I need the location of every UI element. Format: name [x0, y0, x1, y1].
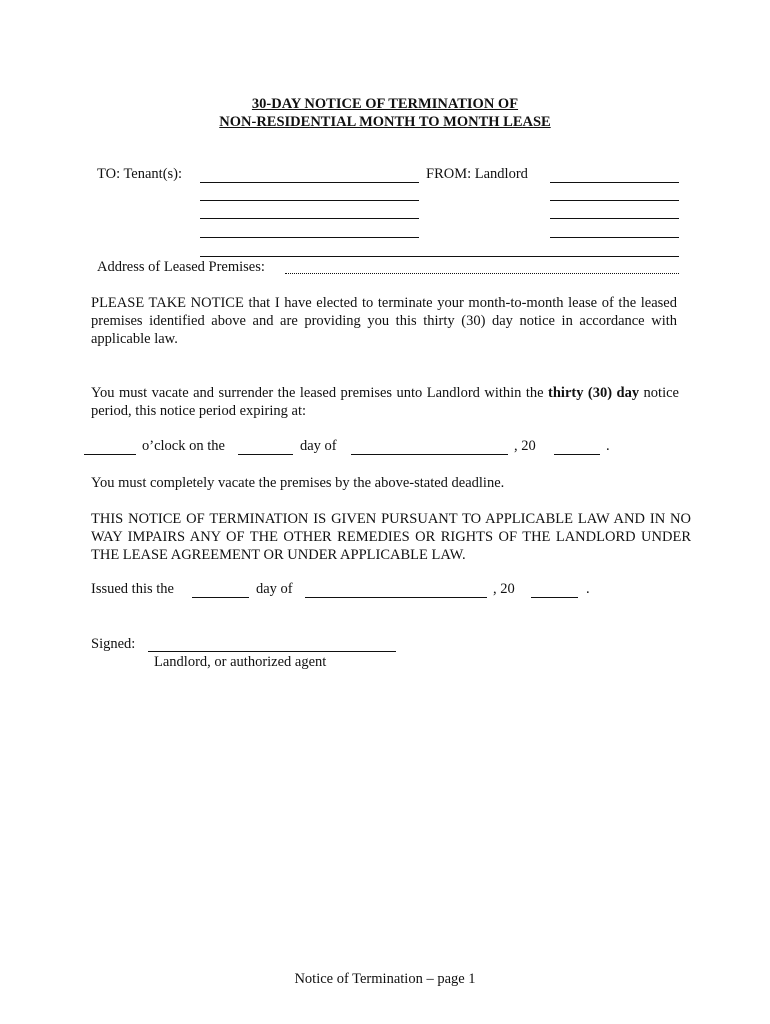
- expiry-month-field[interactable]: [351, 454, 508, 455]
- vacate-bold-text: thirty (30) day: [548, 385, 640, 401]
- premises-field[interactable]: [285, 273, 679, 274]
- issued-label: Issued this the: [91, 581, 174, 597]
- expiry-hour-field[interactable]: [84, 454, 136, 455]
- legal-paragraph: THIS NOTICE OF TERMINATION IS GIVEN PURSUANT TO APPLICABLE LAW AND IN NO WAY IMPAIRS ANY OF THE OTHER REMEDIES OR RIGHTS OF THE LANDLORD UNDER THE LEASE AGREEMENT OR UNDER APPLICABLE LAW.: [91, 511, 691, 563]
- landlord-label: FROM: Landlord: [426, 166, 528, 182]
- tenant-field-4[interactable]: [200, 237, 419, 238]
- oclock-label: o’clock on the: [142, 438, 225, 454]
- signature-field[interactable]: [148, 651, 396, 652]
- tenant-field-2[interactable]: [200, 200, 419, 201]
- document-title-line1: 30-DAY NOTICE OF TERMINATION OF: [251, 96, 519, 112]
- issued-year-field[interactable]: [531, 597, 578, 598]
- issued-month-field[interactable]: [305, 597, 487, 598]
- premises-line-upper[interactable]: [200, 256, 679, 257]
- deadline-text: You must completely vacate the premises by the above-stated deadline.: [91, 475, 505, 491]
- landlord-field-3[interactable]: [550, 218, 679, 219]
- vacate-paragraph: [91, 384, 679, 420]
- tenant-field-3[interactable]: [200, 218, 419, 219]
- signature-caption: Landlord, or authorized agent: [154, 654, 327, 670]
- premises-label: Address of Leased Premises:: [97, 259, 265, 275]
- notice-paragraph: PLEASE TAKE NOTICE that I have elected to terminate your month-to-month lease of the leased premises identified above and are providing you this thirty (30) day notice in accordance with applicable law.: [91, 295, 677, 347]
- issued-day-of-label: day of: [256, 581, 293, 597]
- landlord-field-4[interactable]: [550, 237, 679, 238]
- expiry-day-field[interactable]: [238, 454, 293, 455]
- document-title-line2: NON-RESIDENTIAL MONTH TO MONTH LEASE: [219, 114, 551, 130]
- vacate-text: You must vacate and surrender the leased premises unto Landlord within the: [91, 385, 544, 401]
- issued-period: .: [586, 581, 590, 597]
- expiry-year-field[interactable]: [554, 454, 600, 455]
- tenant-field-1[interactable]: [200, 182, 419, 183]
- tenant-label: TO: Tenant(s):: [97, 166, 183, 182]
- page-footer: Notice of Termination – page 1: [294, 971, 476, 987]
- issued-day-field[interactable]: [192, 597, 249, 598]
- expiry-day-of-label: day of: [300, 438, 337, 454]
- signed-label: Signed:: [91, 636, 136, 652]
- issued-year-prefix: , 20: [493, 581, 515, 597]
- vacate-suffix-text: notice period, this notice period expiring at:: [91, 385, 679, 419]
- expiry-year-prefix: , 20: [514, 438, 536, 454]
- expiry-period: .: [606, 438, 610, 454]
- landlord-field-2[interactable]: [550, 200, 679, 201]
- landlord-field-1[interactable]: [550, 182, 679, 183]
